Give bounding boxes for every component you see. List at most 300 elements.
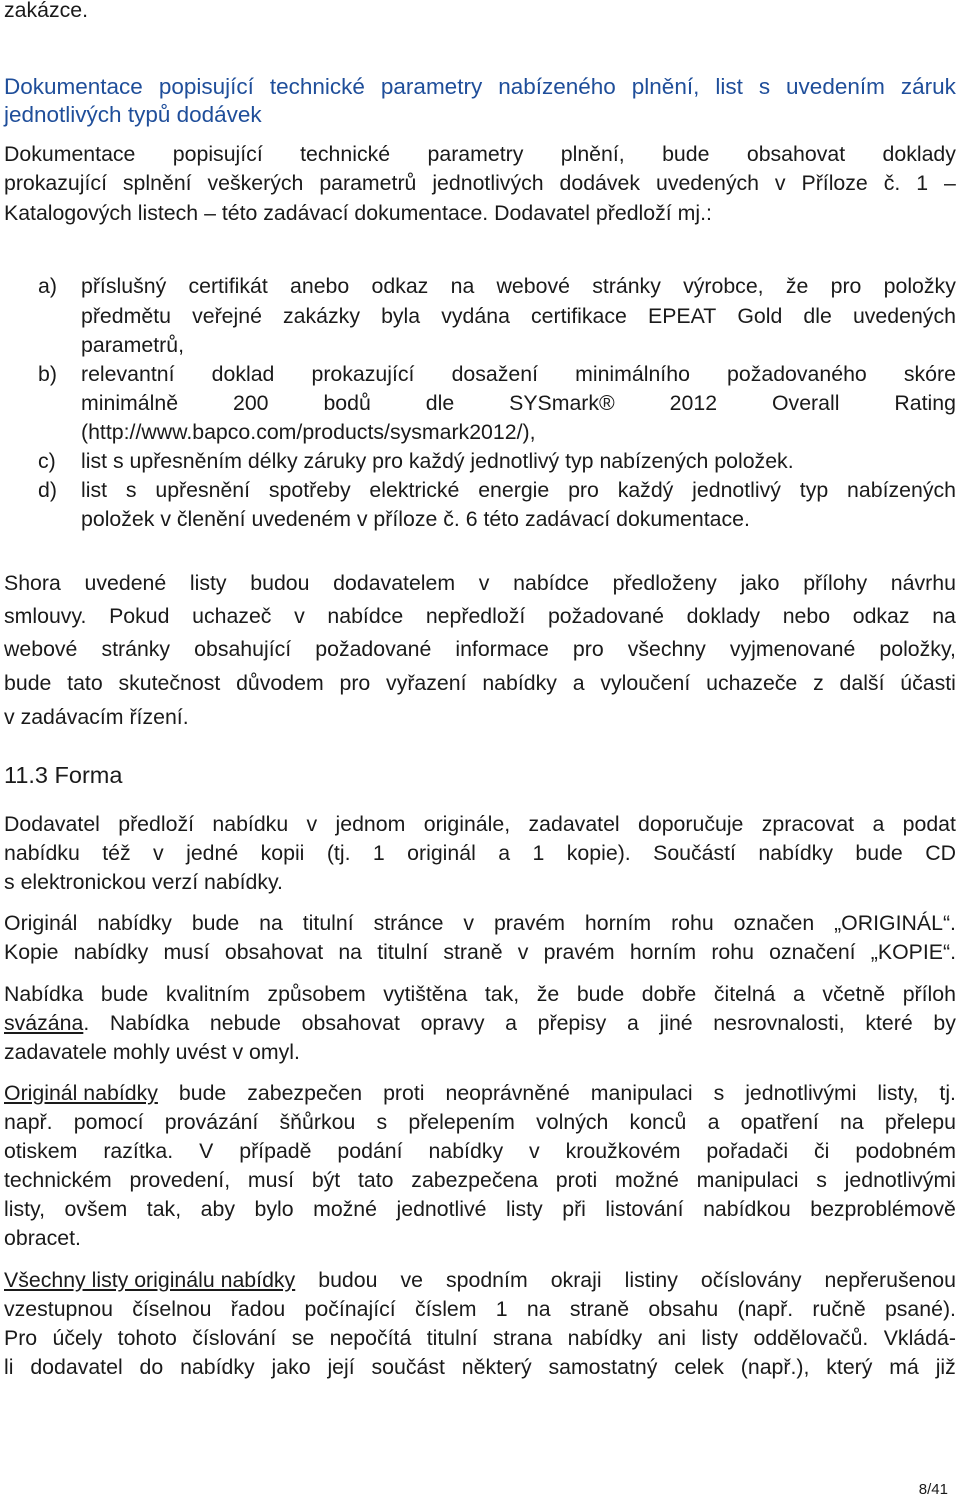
word: předloženy <box>612 571 717 595</box>
word: Kopie <box>4 940 59 964</box>
word: důvodem <box>236 671 324 695</box>
word: rohu <box>671 911 714 935</box>
word: bude <box>178 1081 227 1105</box>
intro-line1 <box>4 141 956 167</box>
list-label: a) <box>38 274 57 298</box>
word: vyjmenované <box>729 637 856 661</box>
word: zabezpečena <box>411 1168 538 1192</box>
word: obsahující <box>194 637 292 661</box>
word: (tj. <box>326 841 351 865</box>
underlined-original-nabidky: Originál nabídky <box>4 1081 158 1105</box>
word: popisující <box>172 142 263 166</box>
word: být <box>311 1168 341 1192</box>
word: stránky <box>101 637 171 661</box>
word: včetně <box>822 982 886 1006</box>
word: požadovaného <box>727 362 867 386</box>
word: jedné <box>186 841 239 865</box>
word: doklady <box>686 604 761 628</box>
word: doklad <box>211 362 275 386</box>
section-number: 11.3 <box>4 762 48 788</box>
word: při <box>562 1197 586 1221</box>
word: 1 <box>372 841 385 865</box>
word: č. <box>883 171 901 195</box>
word: nabídky <box>180 1355 255 1379</box>
para-listy-line1 <box>4 570 956 596</box>
word: Součástí <box>653 841 736 865</box>
word: nabídky <box>73 940 149 964</box>
word: straně <box>569 1297 630 1321</box>
word: certifikát <box>188 274 268 298</box>
word: příslušný <box>81 274 167 298</box>
underlined-group <box>4 1267 295 1293</box>
para-zabezpeceni-line2 <box>4 1109 956 1135</box>
word: možné <box>614 1168 679 1192</box>
word: který <box>826 1355 873 1379</box>
word: smlouvy. <box>4 604 87 628</box>
word: Dokumentace <box>4 74 143 99</box>
word: EPEAT <box>647 304 717 328</box>
word: veřejné <box>192 304 262 328</box>
word: rohu <box>711 940 754 964</box>
word: minimálně <box>81 391 179 415</box>
list-item-b-line2 <box>81 390 956 416</box>
word: „ORIGINÁL“. <box>834 911 956 935</box>
para-cislovani-line3 <box>4 1325 956 1351</box>
word: veškerých <box>207 171 304 195</box>
word: požadované <box>315 637 432 661</box>
word: každý <box>617 478 674 502</box>
word: zadavatel <box>528 812 620 836</box>
word: všechny <box>627 637 706 661</box>
word: certifikace <box>531 304 627 328</box>
document-page <box>4 0 956 1503</box>
word: Gold <box>737 304 783 328</box>
word: příloh <box>902 982 956 1006</box>
word: uchazeč <box>192 604 272 628</box>
word: musí <box>247 1168 295 1192</box>
word: šňůrkou <box>279 1110 356 1134</box>
word: v <box>153 841 164 865</box>
word: do <box>139 1355 164 1379</box>
word: V <box>199 1139 214 1163</box>
list-label: d) <box>38 478 57 502</box>
word: energie <box>478 478 550 502</box>
para-kvalita-line3: zadavatele mohly uvést v omyl. <box>4 1040 300 1064</box>
word: provázání <box>164 1110 259 1134</box>
word: okraji <box>550 1268 602 1292</box>
word: v <box>774 171 786 195</box>
word: má <box>889 1355 919 1379</box>
word: jako <box>740 571 780 595</box>
word: manipulaci <box>590 1081 693 1105</box>
word: se <box>291 1326 315 1350</box>
word: jednotlivé <box>396 1197 487 1221</box>
word: prokazující <box>311 362 415 386</box>
word: že <box>536 982 560 1006</box>
word: Originál <box>4 911 78 935</box>
word: na <box>526 1297 551 1321</box>
word: obsahovat <box>746 142 846 166</box>
word: kopie). <box>566 841 631 865</box>
word: upřesnění <box>155 478 251 502</box>
word: nabízených <box>847 478 956 502</box>
word: budou <box>318 1268 378 1292</box>
word: Nabídka <box>4 982 84 1006</box>
word: proti <box>555 1168 598 1192</box>
word: nabídky <box>482 671 557 695</box>
word: pomocí <box>73 1110 144 1134</box>
word: webové <box>4 637 78 661</box>
word: zpracovat <box>761 812 855 836</box>
word: s <box>816 1168 827 1192</box>
word: Shora <box>4 571 61 595</box>
word: s <box>758 74 771 99</box>
word: byla <box>381 304 421 328</box>
word: Pokud <box>109 604 170 628</box>
word: s <box>125 478 137 502</box>
word: webové <box>496 274 570 298</box>
underlined-group <box>4 1010 89 1036</box>
word: na <box>450 274 475 298</box>
word: řadou <box>230 1297 286 1321</box>
word: účasti <box>900 671 956 695</box>
word: technické <box>269 74 365 99</box>
word: bude <box>662 142 710 166</box>
word: přílohy <box>803 571 868 595</box>
word: dle <box>425 391 455 415</box>
word: ovšem <box>64 1197 128 1221</box>
word: s <box>376 1110 388 1134</box>
para-forma-line1 <box>4 811 956 837</box>
para-forma-line2 <box>4 840 956 866</box>
word: z <box>813 671 824 695</box>
word: 1 <box>495 1297 508 1321</box>
list-item-a-line2 <box>81 303 956 329</box>
word: listy, <box>877 1081 919 1105</box>
underlined-group <box>4 1080 158 1106</box>
word: titulní <box>302 911 354 935</box>
word: číslování <box>192 1326 277 1350</box>
word: jednotlivý <box>692 478 781 502</box>
word: uvedených <box>852 304 956 328</box>
word: jiné <box>659 1011 693 1035</box>
word: v <box>517 940 529 964</box>
word: kopii <box>260 841 305 865</box>
word: originál <box>407 841 476 865</box>
word: a <box>572 671 585 695</box>
word: zakázky <box>283 304 360 328</box>
word: nabídce <box>513 571 589 595</box>
word: straně <box>443 940 503 964</box>
word: typ <box>799 478 829 502</box>
doc-heading-line2: jednotlivých typů dodávek <box>4 102 262 127</box>
word: možné <box>313 1197 377 1221</box>
word: neoprávněné <box>445 1081 570 1105</box>
word: nabídku <box>212 812 289 836</box>
word: titulní <box>377 940 429 964</box>
word: strana <box>493 1326 553 1350</box>
word: počínající <box>304 1297 396 1321</box>
page-number: 8/41 <box>918 1481 948 1498</box>
para-original-line1 <box>4 910 956 936</box>
word: odkaz <box>852 604 910 628</box>
para-zabezpeceni-line6: obracet. <box>4 1226 81 1250</box>
word: stránky <box>592 274 661 298</box>
word: tj. <box>939 1081 956 1105</box>
word: které <box>865 1011 913 1035</box>
word: a <box>872 812 885 836</box>
para-zabezpeceni-line5 <box>4 1196 956 1222</box>
word: nabídky <box>567 1326 643 1350</box>
word: by <box>933 1011 956 1035</box>
word: nabídku <box>4 841 80 865</box>
word: 2012 <box>669 391 718 415</box>
word: a <box>707 1110 720 1134</box>
word: předmětu <box>81 304 171 328</box>
word: nepočítá <box>329 1326 412 1350</box>
word: např. <box>4 1110 53 1134</box>
word: a <box>498 841 511 865</box>
word: jednotlivými <box>745 1081 857 1105</box>
word: na <box>840 1110 864 1134</box>
word: požadované <box>547 604 664 628</box>
word: s <box>713 1081 725 1105</box>
word: stránce <box>373 911 444 935</box>
list-item-d-line2: položek v členění uvedeném v příloze č. 6 této zadávací dokumentace. <box>81 507 750 531</box>
para-listy-line2 <box>4 603 956 629</box>
word: pro <box>339 671 371 695</box>
word: psané). <box>884 1297 956 1321</box>
word: čitelná <box>713 982 776 1006</box>
word: Příloze <box>801 171 868 195</box>
word: v <box>306 812 318 836</box>
word: nabídky <box>428 1139 504 1163</box>
word: Dokumentace <box>4 142 136 166</box>
word: technickém <box>4 1168 112 1192</box>
word: listy <box>701 1326 739 1350</box>
word: vyřazení <box>386 671 467 695</box>
word: na <box>932 604 956 628</box>
word: splnění <box>122 171 192 195</box>
word: provedení, <box>129 1168 231 1192</box>
word: listy, <box>4 1197 46 1221</box>
word: opatření <box>740 1110 819 1134</box>
word: nepřerušenou <box>824 1268 956 1292</box>
word: dobře <box>641 982 697 1006</box>
word: podobném <box>855 1139 956 1163</box>
word: nabídkou <box>703 1197 791 1221</box>
word: pro <box>572 637 604 661</box>
word: dodávek <box>559 171 641 195</box>
word: listiny <box>624 1268 678 1292</box>
word: bude <box>100 982 149 1006</box>
word: v <box>463 911 475 935</box>
word: . <box>83 1011 90 1035</box>
word: 1 <box>916 171 929 195</box>
word: součást <box>371 1355 445 1379</box>
word: pro <box>830 274 862 298</box>
word: bude <box>855 841 903 865</box>
word: list <box>81 478 108 502</box>
word: parametry <box>380 74 483 99</box>
word: nesrovnalosti, <box>713 1011 845 1035</box>
word: volných <box>536 1110 609 1134</box>
word: listování <box>605 1197 684 1221</box>
word: plnění, <box>631 74 700 99</box>
word: spotřeby <box>268 478 351 502</box>
word: spodním <box>446 1268 528 1292</box>
list-label: b) <box>38 362 57 386</box>
word: bude <box>4 671 52 695</box>
list-item-c-line1: list s upřesněním délky záruky pro každý jednotlivý typ nabízených položek. <box>81 449 794 473</box>
word: 1 <box>532 841 545 865</box>
word: 200 <box>232 391 269 415</box>
word: její <box>327 1355 355 1379</box>
word: očíslovány <box>700 1268 802 1292</box>
section-title: Forma <box>54 762 123 788</box>
word: listy <box>189 571 227 595</box>
word: jednom <box>335 812 406 836</box>
word: Overall <box>771 391 840 415</box>
word: obsahovat <box>224 940 324 964</box>
word: vyloučení <box>600 671 691 695</box>
word: celek <box>674 1355 724 1379</box>
word: vytištěna <box>383 982 468 1006</box>
word: přelepením <box>408 1110 515 1134</box>
word: a <box>505 1011 517 1035</box>
para-kvalita-line2 <box>4 1010 956 1036</box>
word: manipulaci <box>696 1168 799 1192</box>
word: případě <box>239 1139 312 1163</box>
word: v <box>478 571 490 595</box>
word: titulní <box>426 1326 478 1350</box>
word: „KOPIE“. <box>870 940 956 964</box>
word: Rating <box>894 391 956 415</box>
word: na <box>338 940 363 964</box>
word: tak, <box>484 982 520 1006</box>
word: označen <box>733 911 815 935</box>
word: uvedených <box>655 171 759 195</box>
word: vzestupnou <box>4 1297 113 1321</box>
word: obsahu <box>648 1297 719 1321</box>
word: plnění, <box>560 142 625 166</box>
underlined-svazana: svázána <box>4 1011 84 1035</box>
word: odkaz <box>371 274 429 298</box>
word: bezproblémově <box>810 1197 956 1221</box>
word: skóre <box>903 362 956 386</box>
word: SYSmark® <box>509 391 615 415</box>
word: doklady <box>882 142 956 166</box>
para-cislovani-line1 <box>4 1267 956 1293</box>
word: vydána <box>441 304 510 328</box>
para-original-line2 <box>4 939 956 965</box>
word: jednotlivými <box>844 1168 956 1192</box>
word: podat <box>902 812 956 836</box>
word: razítka. <box>103 1139 174 1163</box>
intro-line2 <box>4 170 956 196</box>
word: označení <box>769 940 856 964</box>
word: výrobce, <box>683 274 764 298</box>
word: pořadači <box>706 1139 789 1163</box>
word: ve <box>400 1268 423 1292</box>
word: že <box>785 274 809 298</box>
word: dodavatelem <box>333 571 456 595</box>
para-listy-line4 <box>4 670 956 696</box>
list-item-d-line1 <box>81 477 956 503</box>
word: a <box>792 982 805 1006</box>
word: technické <box>300 142 391 166</box>
word: pro <box>568 478 599 502</box>
word: budou <box>250 571 310 595</box>
word: aby <box>200 1197 235 1221</box>
word: způsobem <box>267 982 366 1006</box>
word: přepisy <box>537 1011 607 1035</box>
para-zabezpeceni-line1 <box>4 1080 956 1106</box>
word: konců <box>629 1110 687 1134</box>
word: pravém <box>543 940 615 964</box>
word: záruk <box>900 74 956 99</box>
word: Pro <box>4 1326 38 1350</box>
list-label: c) <box>38 449 56 473</box>
word: skutečnost <box>118 671 221 695</box>
list-item-b-line1 <box>81 361 956 387</box>
word: jednotlivých <box>432 171 544 195</box>
word: CD <box>925 841 956 865</box>
para-listy-line3 <box>4 636 956 662</box>
intro-line3: Katalogových listech – této zadávací dokumentace. Dodavatel předloží mj.: <box>4 201 712 225</box>
word: zabezpečen <box>247 1081 363 1105</box>
para-listy-line5: v zadávacím řízení. <box>4 705 189 729</box>
word: relevantní <box>81 362 175 386</box>
word: opravy <box>420 1011 485 1035</box>
word: listy <box>506 1197 543 1221</box>
word: číslem <box>414 1297 477 1321</box>
word: horním <box>584 911 652 935</box>
word: nebude <box>209 1011 281 1035</box>
word: (např. <box>737 1297 794 1321</box>
word: bylo <box>254 1197 294 1221</box>
word: další <box>839 671 885 695</box>
word: přelepu <box>884 1110 956 1134</box>
word: kroužkovém <box>565 1139 681 1163</box>
word: doporučuje <box>638 812 744 836</box>
word: nabídky <box>758 841 833 865</box>
word: v <box>529 1139 540 1163</box>
word: některý <box>461 1355 532 1379</box>
word: obsahovat <box>301 1011 400 1035</box>
word: parametrů <box>319 171 417 195</box>
word: Vkládá- <box>883 1326 956 1350</box>
word: jako <box>271 1355 311 1379</box>
word: ručně <box>812 1297 866 1321</box>
word: položky <box>883 274 956 298</box>
para-kvalita-line1 <box>4 981 956 1007</box>
word: číselnou <box>132 1297 212 1321</box>
para-cislovani-line4 <box>4 1354 956 1380</box>
word: tak, <box>146 1197 182 1221</box>
word: dodavatel <box>30 1355 123 1379</box>
para-zabezpeceni-line3 <box>4 1138 956 1164</box>
word: tato <box>358 1168 394 1192</box>
word: v <box>294 604 305 628</box>
word: uchazeče <box>706 671 798 695</box>
list-item-b-line3: (http://www.bapco.com/products/sysmark2012/), <box>81 420 536 444</box>
word: uvedením <box>786 74 885 99</box>
word: bude <box>191 911 240 935</box>
word: nabídky <box>97 911 172 935</box>
word: tato <box>67 671 103 695</box>
word: uvedené <box>84 571 167 595</box>
